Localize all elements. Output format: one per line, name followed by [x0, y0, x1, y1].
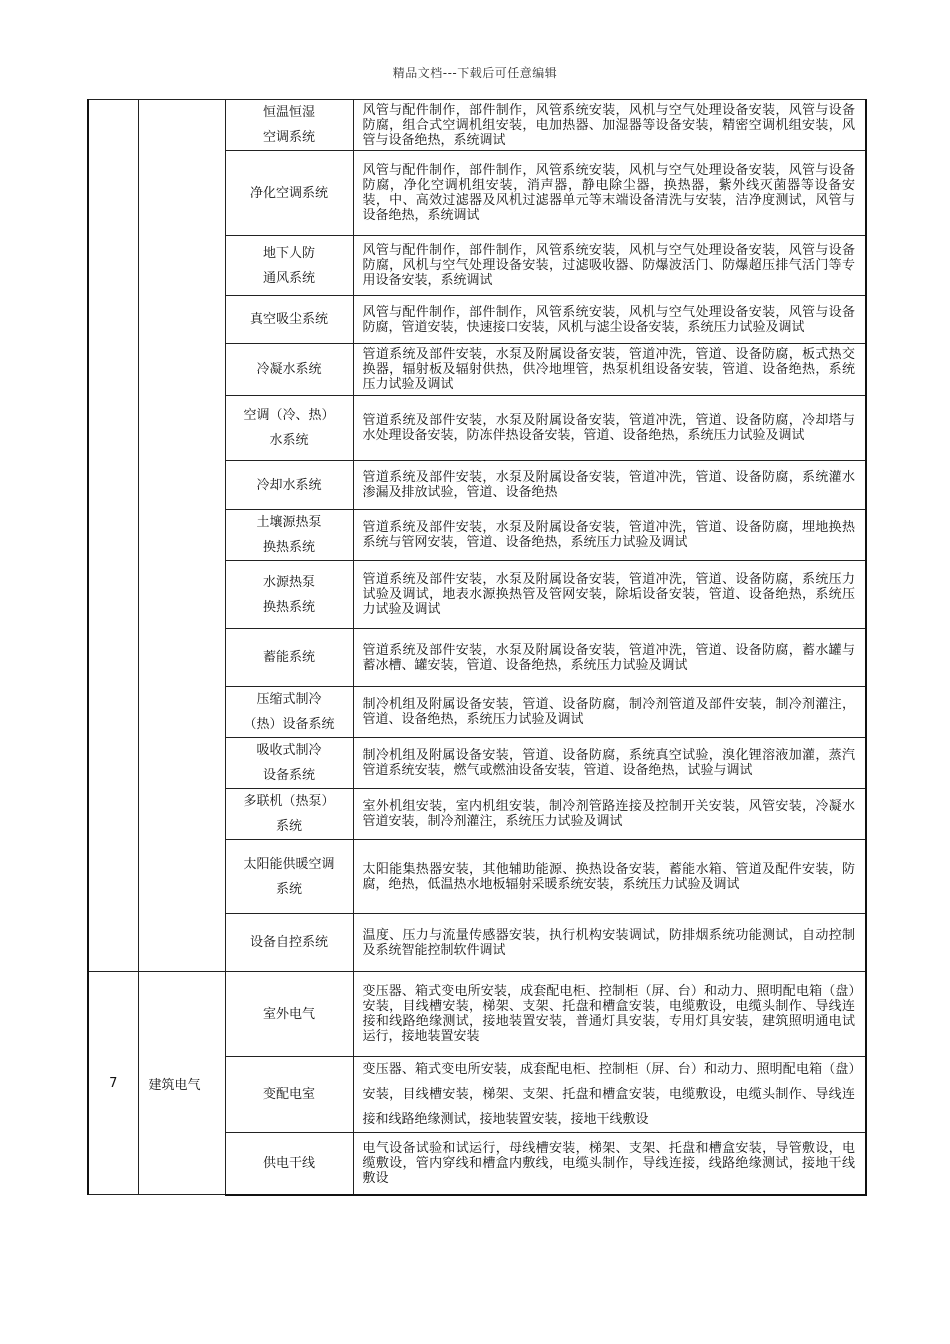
subdivision-content: 温度、压力与流量传感器安装，执行机构安装调试，防排烟系统功能测试，自动控制及系统智能控制软件调试 — [353, 914, 866, 972]
subdivision-name: 变配电室 — [225, 1057, 353, 1133]
subdivision-name: 恒温恒湿 空调系统 — [225, 100, 353, 151]
subdivision-name: 地下人防 通风系统 — [225, 236, 353, 296]
subdivision-name: 吸收式制冷 设备系统 — [225, 738, 353, 789]
subdivision-content: 管道系统及部件安装，水泵及附属设备安装，管道冲洗，管道、设备防腐，埋地换热系统与管网安装，管道、设备绝热，系统压力试验及调试 — [353, 510, 866, 561]
subdivision-content: 变压器、箱式变电所安装，成套配电柜、控制柜（屏、台）和动力、照明配电箱（盘）安装，目线槽安装，梯架、支架、托盘和槽盒安装，电缆敷设，电缆头制作、导线连接和线路绝缘测试，接地装置安装，接地干线敷设 — [353, 1057, 866, 1133]
subdivision-name: 室外电气 — [225, 972, 353, 1057]
subdivision-content: 室外机组安装，室内机组安装，制冷剂管路连接及控制开关安装，风管安装，冷凝水管道安装，制冷剂灌注，系统压力试验及调试 — [353, 789, 866, 840]
table-row — [88, 972, 866, 1057]
subdivision-content: 风管与配件制作，部件制作，风管系统安装，风机与空气处理设备安装，风管与设备防腐，风机与空气处理设备安装，过滤吸收器、防爆波活门、防爆超压排气活门等专用设备安装，系统调试 — [353, 236, 866, 296]
subdivision-content: 管道系统及部件安装，水泵及附属设备安装，管道冲洗，管道、设备防腐，系统压力试验及调试，地表水源换热管及管网安装，除垢设备安装，管道、设备绝热，系统压力试验及调试 — [353, 561, 866, 629]
subdivision-name: 压缩式制冷 （热）设备系统 — [225, 687, 353, 738]
page-header: 精品文档---下载后可任意编辑 — [392, 66, 558, 80]
construction-spec-table — [87, 99, 867, 1196]
subdivision-content: 风管与配件制作，部件制作，风管系统安装，风机与空气处理设备安装，风管与设备防腐，净化空调机组安装，消声器，静电除尘器，换热器，紫外线灭菌器等设备安装，中、高效过滤器及风机过滤器单元等末端设备清洗与安装，洁净度测试，风管与设备绝热，系统调试 — [353, 151, 866, 236]
subdivision-content: 管道系统及部件安装，水泵及附属设备安装，管道冲洗，管道、设备防腐，蓄水罐与蓄冰槽、罐安装，管道、设备绝热，系统压力试验及调试 — [353, 629, 866, 687]
section-number: 7 — [88, 972, 138, 1195]
subdivision-name: 冷却水系统 — [225, 461, 353, 510]
subdivision-content: 太阳能集热器安装，其他辅助能源、换热设备安装，蓄能水箱、管道及配件安装，防腐，绝热，低温热水地板辐射采暖系统安装，系统压力试验及调试 — [353, 840, 866, 914]
subdivision-content: 管道系统及部件安装，水泵及附属设备安装，管道冲洗，管道、设备防腐，冷却塔与水处理设备安装，防冻伴热设备安装，管道、设备绝热，系统压力试验及调试 — [353, 396, 866, 461]
subdivision-content: 电气设备试验和试运行，母线槽安装，梯架、支架、托盘和槽盒安装，导管敷设，电缆敷设，管内穿线和槽盒内敷线，电缆头制作，导线连接，线路绝缘测试，接地干线敷设 — [353, 1133, 866, 1195]
subdivision-content: 制冷机组及附属设备安装，管道、设备防腐，制冷剂管道及部件安装，制冷剂灌注，管道、设备绝热，系统压力试验及调试 — [353, 687, 866, 738]
subdivision-name: 多联机（热泵） 系统 — [225, 789, 353, 840]
subdivision-name: 空调（冷、热） 水系统 — [225, 396, 353, 461]
subdivision-content: 制冷机组及附属设备安装，管道、设备防腐，系统真空试验，溴化锂溶液加灌，蒸汽管道系统安装，燃气或燃油设备安装，管道、设备绝热，试验与调试 — [353, 738, 866, 789]
subdivision-content: 管道系统及部件安装，水泵及附属设备安装，管道冲洗，管道、设备防腐，系统灌水渗漏及排放试验，管道、设备绝热 — [353, 461, 866, 510]
division-name-cell — [138, 100, 225, 972]
division-name: 建筑电气 — [138, 972, 225, 1195]
subdivision-name: 蓄能系统 — [225, 629, 353, 687]
subdivision-name: 冷凝水系统 — [225, 344, 353, 396]
section-number-cell — [88, 100, 138, 972]
subdivision-name: 土壤源热泵 换热系统 — [225, 510, 353, 561]
subdivision-name: 设备自控系统 — [225, 914, 353, 972]
subdivision-name: 净化空调系统 — [225, 151, 353, 236]
subdivision-name: 太阳能供暖空调 系统 — [225, 840, 353, 914]
subdivision-name: 真空吸尘系统 — [225, 296, 353, 344]
table-row — [88, 100, 866, 151]
subdivision-name: 水源热泵 换热系统 — [225, 561, 353, 629]
subdivision-content: 风管与配件制作，部件制作，风管系统安装，风机与空气处理设备安装，风管与设备防腐，管道安装，快速接口安装，风机与滤尘设备安装，系统压力试验及调试 — [353, 296, 866, 344]
subdivision-name: 供电干线 — [225, 1133, 353, 1195]
subdivision-content: 变压器、箱式变电所安装，成套配电柜、控制柜（屏、台）和动力、照明配电箱（盘）安装，目线槽安装，梯架、支架、托盘和槽盒安装，电缆敷设，电缆头制作、导线连接和线路绝缘测试，接地装置安装，普通灯具安装，专用灯具安装，建筑照明通电试运行，接地装置安装 — [353, 972, 866, 1057]
subdivision-content: 管道系统及部件安装，水泵及附属设备安装，管道冲洗，管道、设备防腐，板式热交换器，辐射板及辐射供热，供冷地埋管，热泵机组设备安装，管道、设备绝热，系统压力试验及调试 — [353, 344, 866, 396]
subdivision-content: 风管与配件制作，部件制作，风管系统安装，风机与空气处理设备安装，风管与设备防腐，组合式空调机组安装，电加热器、加湿器等设备安装，精密空调机组安装，风管与设备绝热，系统调试 — [353, 100, 866, 151]
